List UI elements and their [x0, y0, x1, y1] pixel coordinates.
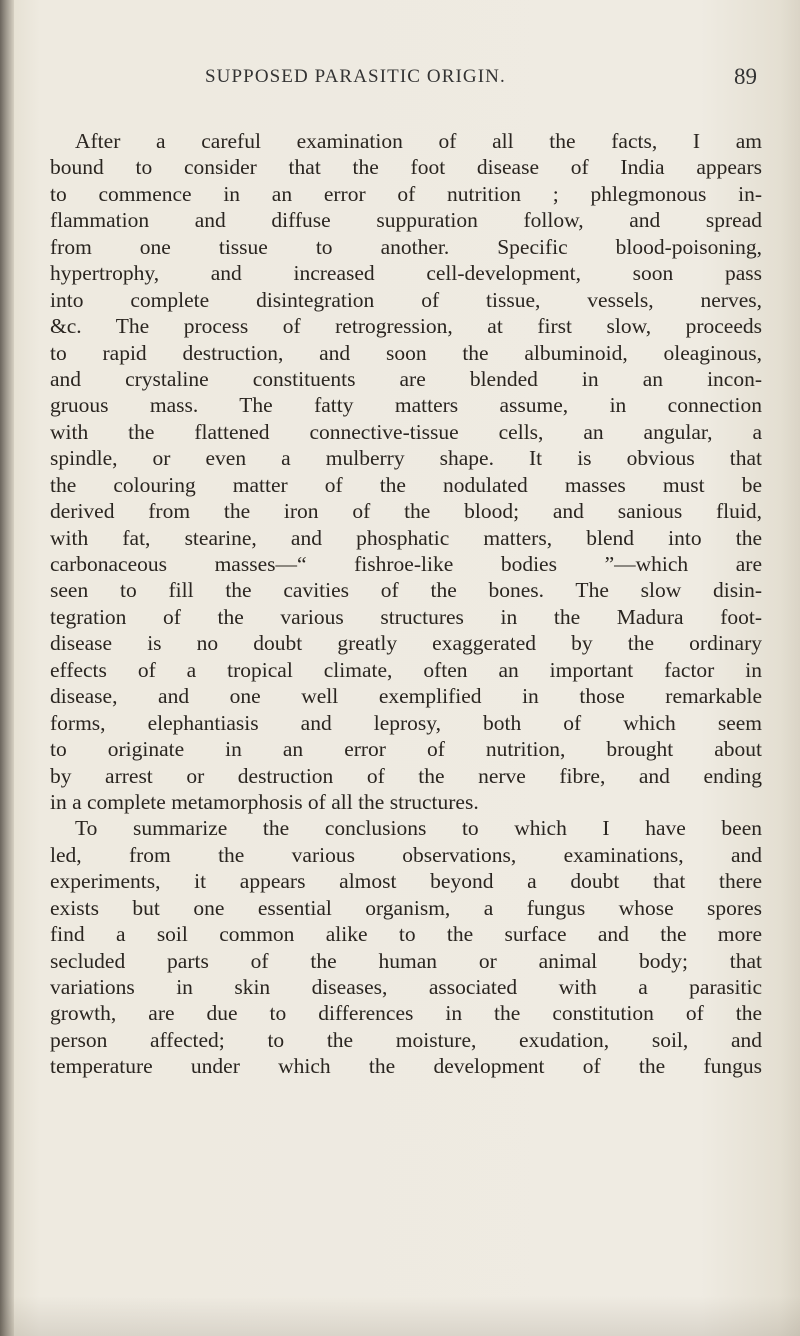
text-line: from one tissue to another. Specific blood-poisoning, [50, 234, 762, 259]
text-line: After a careful examination of all the facts, I am [75, 129, 762, 153]
text-line: find a soil common alike to the surface and the more [50, 922, 762, 947]
running-head [0, 66, 800, 96]
text-line: effects of a tropical climate, often an important factor in [50, 657, 762, 682]
book-spine-shadow [0, 0, 14, 1336]
text-line: derived from the iron of the blood; and sanious fluid, [50, 499, 762, 524]
text-line: disease, and one well exemplified in those remarkable [50, 684, 762, 709]
page-bottom-shadow [0, 1296, 800, 1336]
text-line: experiments, it appears almost beyond a doubt that there [50, 869, 762, 894]
text-line: exists but one essential organism, a fungus whose spores [50, 895, 762, 920]
text-line: with the flattened connective-tissue cells, an angular, a [50, 419, 762, 444]
text-line: &c. The process of retrogression, at first slow, proceeds [50, 314, 762, 339]
text-line: in a complete metamorphosis of all the structures. [50, 789, 479, 814]
running-title: SUPPOSED PARASITIC ORIGIN. [205, 66, 506, 87]
page-number: 89 [734, 64, 757, 89]
text-line: with fat, stearine, and phosphatic matters, blend into the [50, 525, 762, 550]
text-line: bound to consider that the foot disease of India appears [50, 155, 762, 180]
text-line: growth, are due to differences in the constitution of the [50, 1001, 762, 1026]
text-line: disease is no doubt greatly exaggerated by the ordinary [50, 631, 762, 656]
text-line: gruous mass. The fatty matters assume, in connection [50, 393, 762, 418]
text-line: led, from the various observations, examinations, and [50, 842, 762, 867]
text-line: hypertrophy, and increased cell-development, soon pass [50, 261, 762, 286]
text-line: secluded parts of the human or animal body; that [50, 948, 762, 973]
text-line: carbonaceous masses—“ fishroe-like bodies ”—which are [50, 552, 762, 576]
text-line: the colouring matter of the nodulated masses must be [50, 472, 762, 497]
text-line: To summarize the conclusions to which I have been [75, 816, 762, 841]
text-line: flammation and diffuse suppuration follow, and spread [50, 208, 762, 233]
text-line: and crystaline constituents are blended in an incon- [50, 366, 762, 391]
text-line: into complete disintegration of tissue, vessels, nerves, [50, 287, 762, 312]
text-line: to originate in an error of nutrition, brought about [50, 737, 762, 762]
text-line: variations in skin diseases, associated with a parasitic [50, 975, 762, 999]
text-line: temperature under which the development of the fungus [50, 1054, 762, 1079]
text-line: by arrest or destruction of the nerve fibre, and ending [50, 763, 762, 788]
text-line: spindle, or even a mulberry shape. It is obvious that [50, 446, 762, 471]
text-line: to commence in an error of nutrition ; phlegmonous in- [50, 181, 762, 206]
body-text [50, 128, 762, 1080]
text-line: to rapid destruction, and soon the albuminoid, oleaginous, [50, 340, 762, 365]
text-line: person affected; to the moisture, exudation, soil, and [50, 1027, 762, 1052]
text-line: tegration of the various structures in the Madura foot- [50, 604, 762, 629]
text-line: forms, elephantiasis and leprosy, both of which seem [50, 710, 762, 735]
text-line: seen to fill the cavities of the bones. The slow disin- [50, 578, 762, 603]
